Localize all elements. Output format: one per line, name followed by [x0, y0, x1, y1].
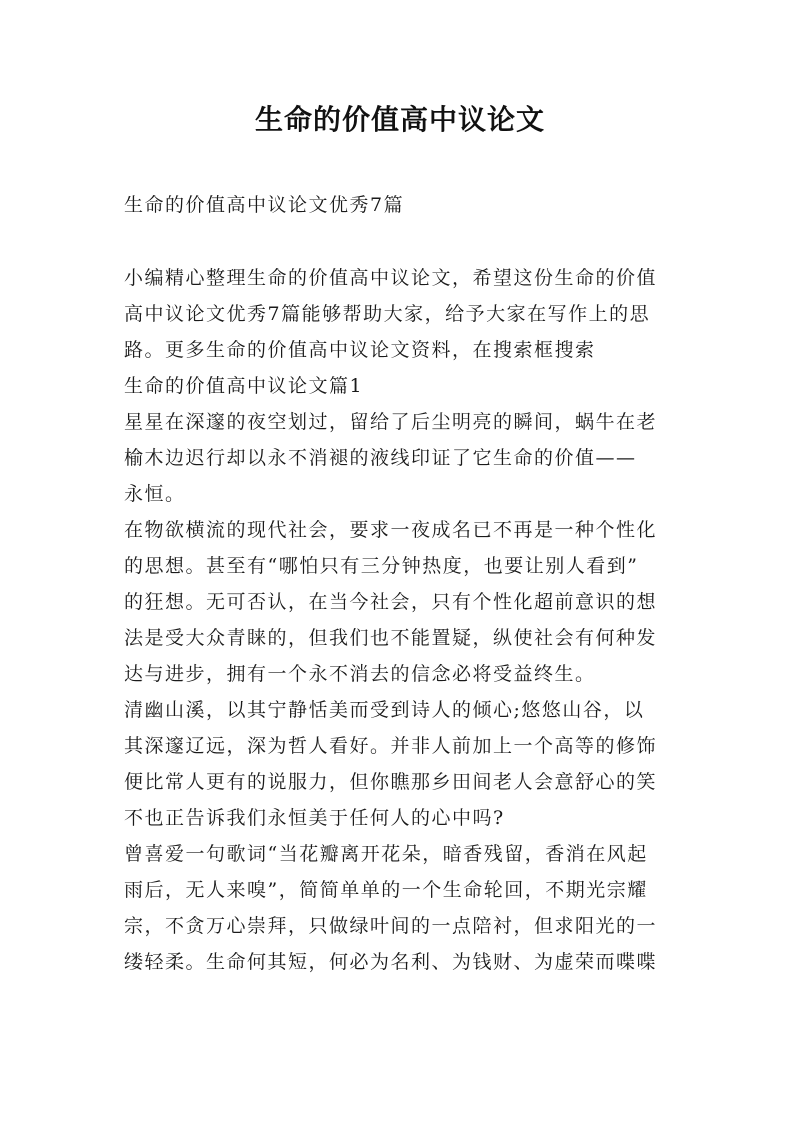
document-body	[124, 260, 684, 980]
body-line: 高中议论文优秀7篇能够帮助大家，给予大家在写作上的思	[124, 303, 651, 325]
body-line: 其深邃辽远，深为哲人看好。并非人前加上一个高等的修饰	[124, 735, 658, 757]
body-line: 曾喜爱一句歌词“当花瓣离开花朵，暗香残留，香消在风起	[124, 843, 648, 865]
body-line: 小编精心整理生命的价值高中议论文，希望这份生命的价值	[124, 267, 658, 289]
document-subtitle: 生命的价值高中议论文优秀7篇	[124, 194, 405, 216]
body-line: 便比常人更有的说服力，但你瞧那乡田间老人会意舒心的笑	[124, 771, 658, 793]
body-line: 达与进步，拥有一个永不消去的信念必将受益终生。	[124, 663, 596, 685]
body-line: 雨后，无人来嗅”，简简单单的一个生命轮回，不期光宗耀	[124, 879, 648, 901]
body-line: 路。更多生命的价值高中议论文资料，在搜索框搜索	[124, 339, 596, 361]
section-heading: 生命的价值高中议论文篇1	[124, 375, 364, 397]
document-title: 生命的价值高中议论文	[254, 103, 545, 136]
body-line: 法是受大众青睐的，但我们也不能置疑，纵使社会有何种发	[124, 627, 658, 649]
body-line: 宗，不贪万心崇拜，只做绿叶间的一点陪衬，但求阳光的一	[124, 915, 658, 937]
body-line: 清幽山溪，以其宁静恬美而受到诗人的倾心;悠悠山谷，以	[124, 699, 645, 721]
body-line: 星星在深邃的夜空划过，留给了后尘明亮的瞬间，蜗牛在老	[124, 411, 658, 433]
body-line: 榆木边迟行却以永不消褪的液线印证了它生命的价值——	[124, 447, 637, 469]
body-line: 的思想。甚至有“哪怕只有三分钟热度，也要让别人看到”	[124, 555, 639, 577]
body-line: 永恒。	[124, 483, 186, 505]
body-line: 在物欲横流的现代社会，要求一夜成名已不再是一种个性化	[124, 519, 658, 541]
body-line: 缕轻柔。生命何其短，何必为名利、为钱财、为虚荣而喋喋	[124, 951, 658, 973]
body-line: 不也正告诉我们永恒美于任何人的心中吗?	[124, 807, 505, 829]
body-line: 的狂想。无可否认，在当今社会，只有个性化超前意识的想	[124, 591, 658, 613]
